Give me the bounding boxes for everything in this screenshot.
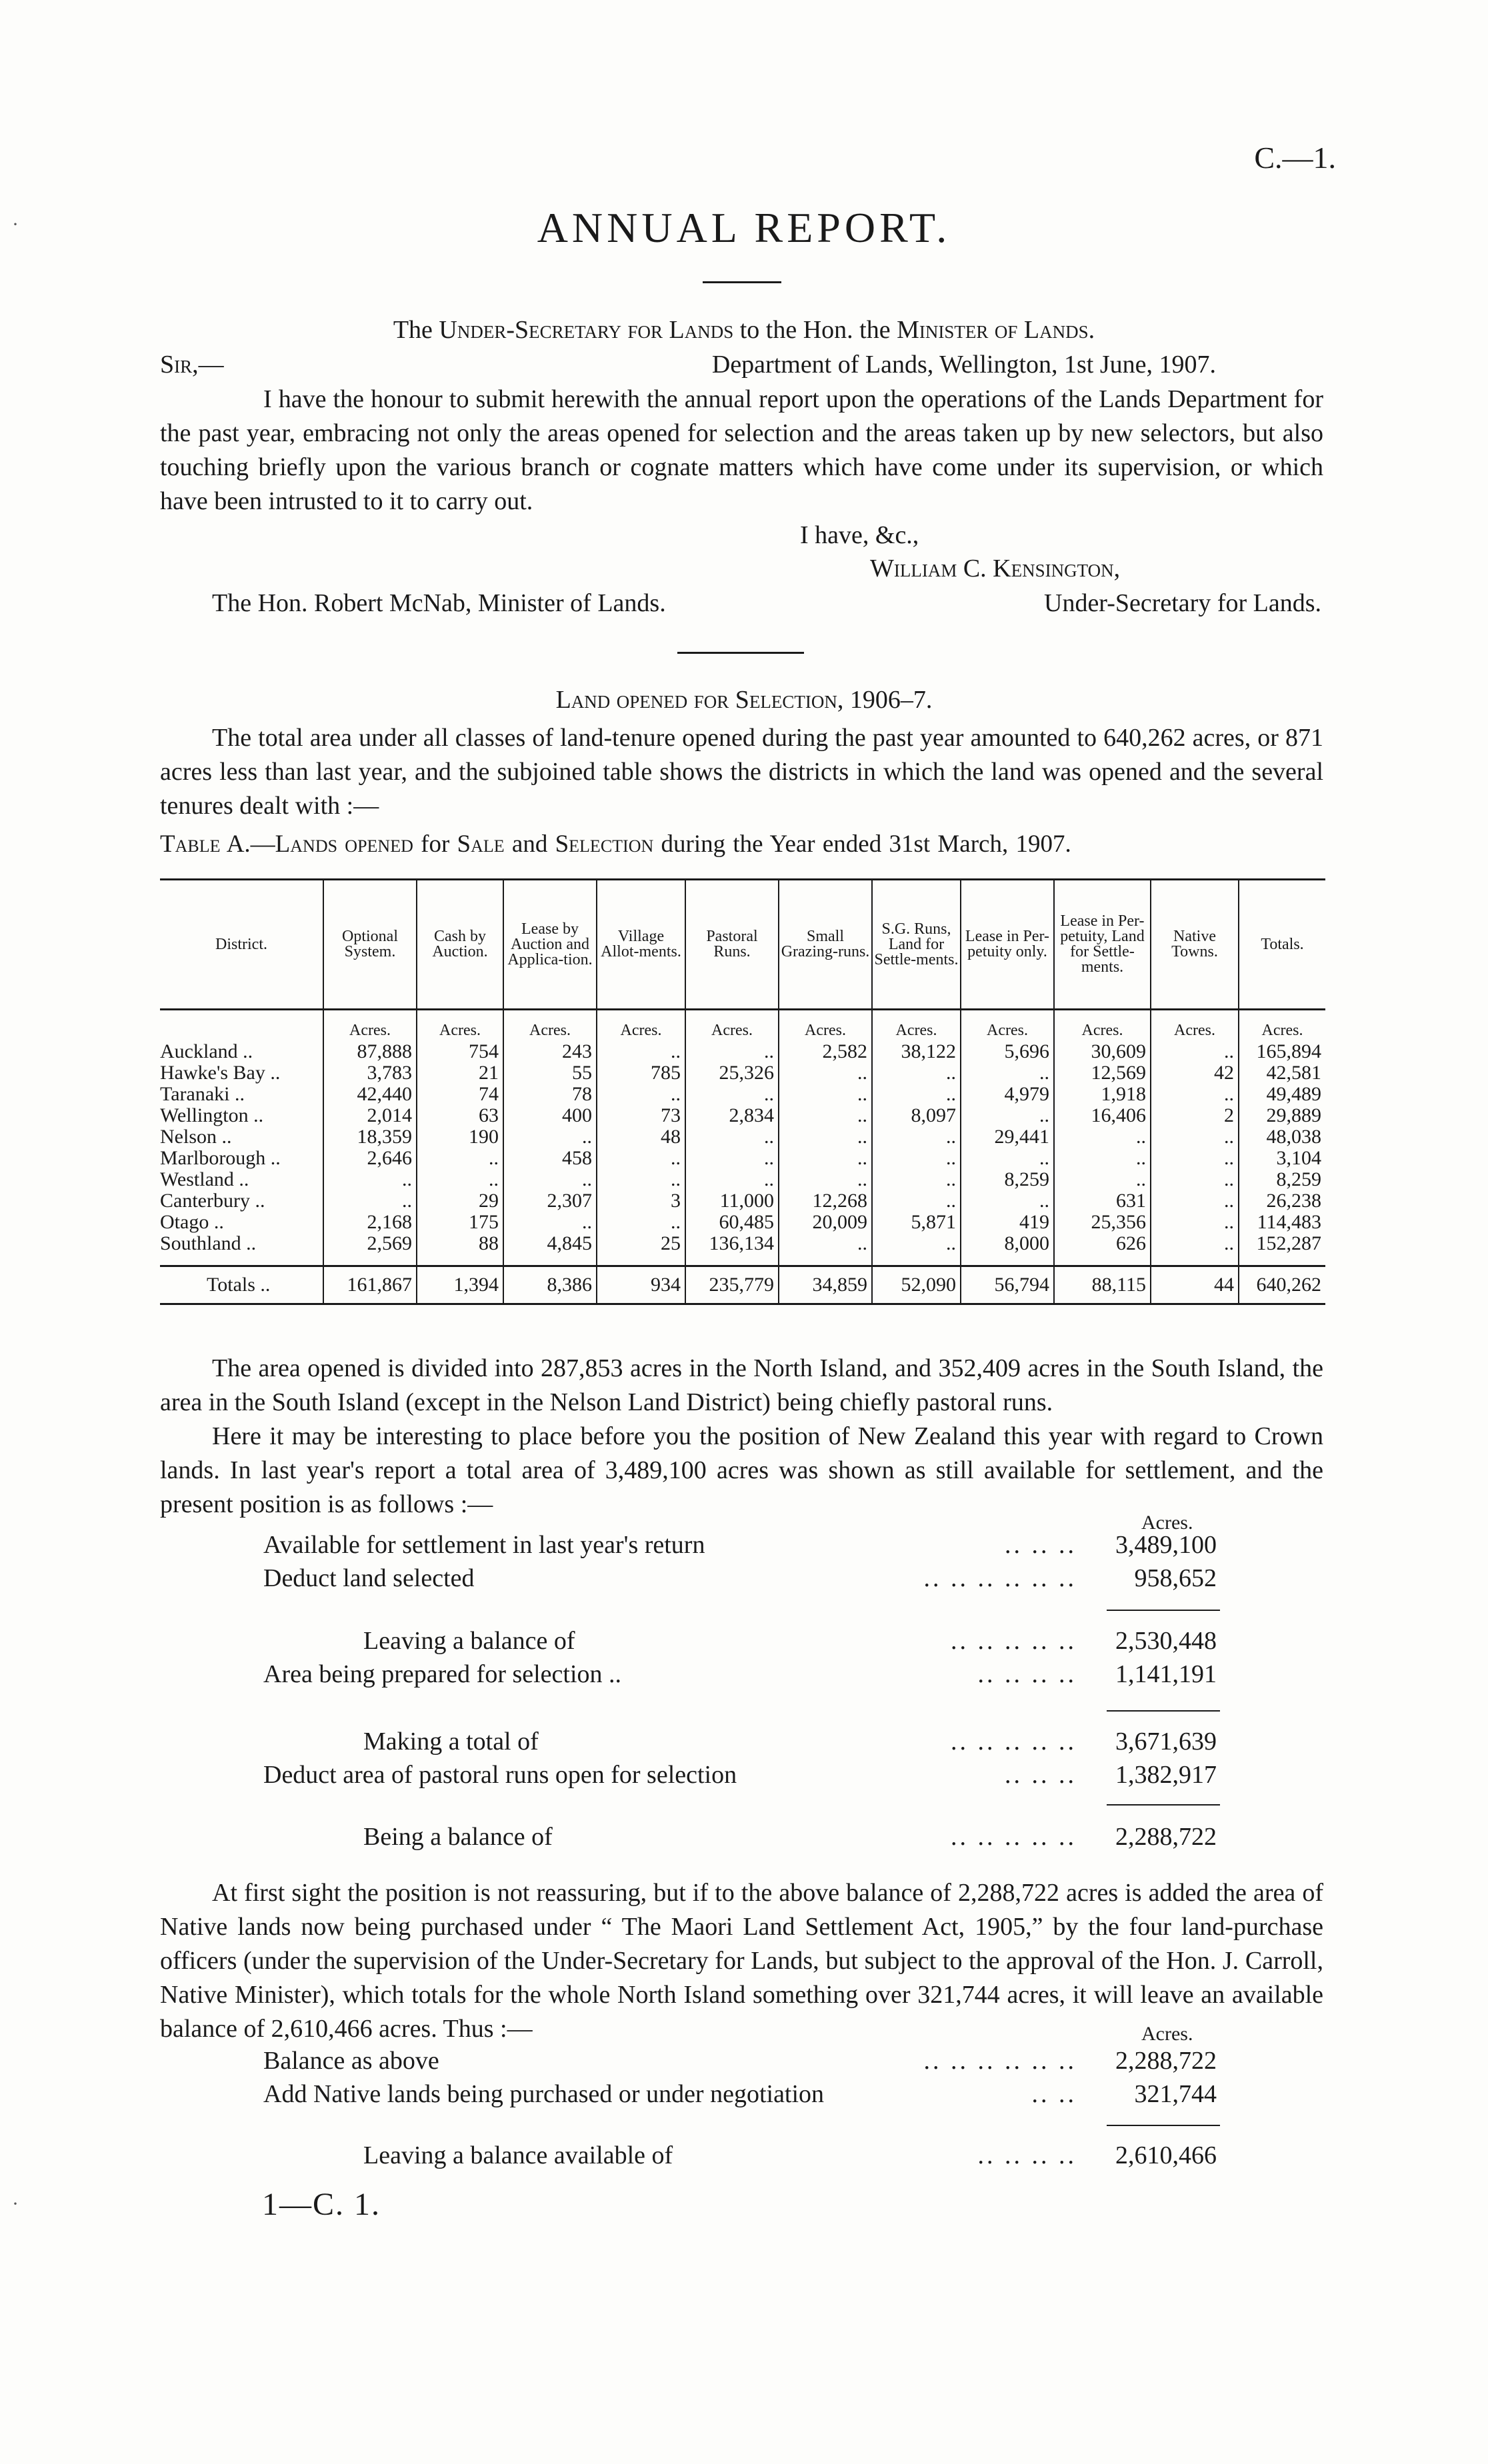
calc-row [263,1725,1217,1758]
calc-label: Available for settlement in last year's return [263,1531,705,1559]
sum-rule [1107,1804,1220,1806]
calc-value: 3,489,100 [1115,1531,1217,1559]
caption-mid-2: and [504,830,555,858]
table-cell: .. [323,1169,417,1190]
calc-value: 2,530,448 [1115,1627,1217,1655]
header-village-allotments: Village Allot-ments. [597,880,685,1010]
table-cell: Acres. [1151,1010,1239,1042]
calc-label: Balance as above [263,2047,439,2075]
table-cell: Acres. [1054,1010,1151,1042]
table-cell: 2,307 [503,1190,597,1212]
table-cell: .. [1151,1212,1239,1233]
table-cell: 48 [597,1126,685,1148]
table-cell: .. [872,1190,961,1212]
table-caption [160,828,1325,861]
table-cell: .. [872,1233,961,1266]
table-cell-label: Westland .. [160,1168,249,1190]
calc-value: 1,382,917 [1115,1761,1217,1789]
table-cell: .. [685,1126,779,1148]
header-small-grazing-runs: Small Grazing-runs. [779,880,872,1010]
sum-rule [1107,2125,1220,2126]
table-cell: 8,097 [872,1105,961,1126]
leader-dots: .. .. .. .. .. .. [923,1564,1077,1592]
salutation: Sir,— [160,351,224,379]
table-cell: 38,122 [872,1041,961,1062]
table-cell: 8,259 [961,1169,1054,1190]
table-cell: .. [417,1148,503,1169]
sum-rule [1107,1710,1220,1712]
table-cell: 785 [597,1062,685,1084]
table-cell: Acres. [417,1010,503,1042]
header-totals: Totals. [1239,880,1325,1010]
address-text-2: to the Hon. the [733,316,897,344]
signatory: William C. Kensington, [870,555,1121,583]
table-header-row [160,880,1325,1010]
table-cell-label: Wellington .. [160,1104,264,1126]
calc-row [263,1528,1217,1562]
table-cell: .. [779,1084,872,1105]
table-row [160,1190,1325,1212]
table-row [160,1148,1325,1169]
header-optional-system: Optional System. [323,880,417,1010]
table-cell: 2,834 [685,1105,779,1126]
table-cell: 754 [417,1041,503,1062]
table-cell: 175 [417,1212,503,1233]
calc-row [263,1820,1217,1853]
table-cell: 34,859 [779,1266,872,1304]
table-cell: .. [961,1062,1054,1084]
table-cell: 419 [961,1212,1054,1233]
table-cell: .. [685,1084,779,1105]
calc-label: Add Native lands being purchased or under negotiation [263,2080,825,2108]
table-totals-row [160,1266,1325,1304]
table-cell: .. [417,1169,503,1190]
table-cell: 88 [417,1233,503,1266]
calc-row [263,1658,1217,1691]
table-cell: 78 [503,1084,597,1105]
calc-label: Leaving a balance of [363,1627,575,1655]
table-cell: .. [961,1148,1054,1169]
table-cell: .. [779,1105,872,1126]
table-cell: .. [872,1062,961,1084]
table-cell: 3 [597,1190,685,1212]
table-cell: .. [597,1148,685,1169]
table-row [160,1233,1325,1266]
table-cell: 42,440 [323,1084,417,1105]
table-cell: .. [1151,1190,1239,1212]
table-cell: 16,406 [1054,1105,1151,1126]
leader-dots: .. .. .. .. [977,2141,1077,2169]
table-cell-label: Marlborough .. [160,1147,281,1169]
table-cell: 25,356 [1054,1212,1151,1233]
caption-sc-3: Selection [555,830,654,858]
calc-value: 321,744 [1134,2080,1217,2108]
page-code: C.—1. [1254,141,1336,175]
table-cell: 73 [597,1105,685,1126]
table-cell: .. [1151,1169,1239,1190]
table-cell: 165,894 [1239,1041,1325,1062]
table-cell: 18,359 [323,1126,417,1148]
table-cell: 1,394 [417,1266,503,1304]
calc-value: 2,610,466 [1115,2141,1217,2169]
table-cell: .. [779,1126,872,1148]
table-cell: Acres. [597,1010,685,1042]
leader-dots: .. .. .. .. .. [951,1627,1077,1655]
table-cell: .. [779,1062,872,1084]
table-cell: .. [685,1148,779,1169]
leader-dots: .. .. .. [1005,1531,1077,1559]
calc-label: Making a total of [363,1728,539,1756]
table-cell: .. [779,1233,872,1266]
table-cell: 631 [1054,1190,1151,1212]
table-cell: 52,090 [872,1266,961,1304]
header-lease-in-perpetuity: Lease in Per-petuity only. [961,880,1054,1010]
calc-row [263,1624,1217,1658]
table-cell-label: Nelson .. [160,1126,232,1148]
signature-mark: 1—C. 1. [262,2187,381,2222]
calc-row [263,2077,1217,2111]
table-cell: 8,259 [1239,1169,1325,1190]
header-cash-by-auction: Cash by Auction. [417,880,503,1010]
table-cell: .. [685,1041,779,1062]
table-cell: .. [1054,1126,1151,1148]
header-pastoral-runs: Pastoral Runs. [685,880,779,1010]
table-cell: Acres. [779,1010,872,1042]
table-row [160,1062,1325,1084]
table-cell: 2,569 [323,1233,417,1266]
table-cell: .. [872,1148,961,1169]
table-cell: Acres. [685,1010,779,1042]
table-cell: .. [597,1212,685,1233]
calc1-unit: Acres. [1141,1512,1193,1534]
table-cell: 56,794 [961,1266,1054,1304]
calc-label: Deduct area of pastoral runs open for selection [263,1761,737,1789]
paragraph-native-lands: At first sight the position is not reassuring, but if to the above balance of 2,288,722 acres is added the area of Native lands now being purchased under “ The Maori Land Settlement Act, 1905,” by the four land-purchase officers (under the supervision of the Under-Secretary for Lands, but subject to the approval of the Hon. J. Carroll, Native Minister), which totals for the whole North Island something over 321,744 acres, it will leave an available balance of 2,610,466 acres. Thus :— [160,1879,1323,2043]
table-cell: 5,871 [872,1212,961,1233]
calc-row [263,2044,1217,2077]
caption-sc-1: —Lands opened [250,830,413,858]
table-cell: 42 [1151,1062,1239,1084]
table-cell: Acres. [872,1010,961,1042]
table-cell: 161,867 [323,1266,417,1304]
address-text-1: The [393,316,439,344]
table-cell: 2 [1151,1105,1239,1126]
table-cell: 190 [417,1126,503,1148]
table-cell: 26,238 [1239,1190,1325,1212]
table-cell: Acres. [961,1010,1054,1042]
table-cell: 3,783 [323,1062,417,1084]
header-sg-runs-settlements: S.G. Runs, Land for Settle-ments. [872,880,961,1010]
address-sc-1: Under-Secretary for Lands [439,316,734,344]
table-row [160,1212,1325,1233]
title-rule [703,281,781,283]
table-cell: 29 [417,1190,503,1212]
header-native-towns: Native Towns. [1151,880,1239,1010]
calc-value: 2,288,722 [1115,1823,1217,1851]
header-district: District. [215,935,267,953]
table-cell: 458 [503,1148,597,1169]
table-cell: 21 [417,1062,503,1084]
addressee: The Hon. Robert McNab, Minister of Lands. [212,589,666,617]
table-cell: 136,134 [685,1233,779,1266]
table-cell: .. [961,1105,1054,1126]
table-cell: .. [1151,1084,1239,1105]
signatory-title: Under-Secretary for Lands. [1044,589,1321,617]
table-cell: 400 [503,1105,597,1126]
table-cell: 5,696 [961,1041,1054,1062]
caption-sc-2: Sale [457,830,505,858]
table-cell: .. [1054,1148,1151,1169]
table-cell: Acres. [503,1010,597,1042]
report-title: ANNUAL REPORT. [537,204,951,251]
table-cell-label: Totals .. [160,1266,323,1304]
table-cell: 4,979 [961,1084,1054,1105]
calc-row [263,1562,1217,1595]
calc-label: Being a balance of [363,1823,553,1851]
leader-dots: .. .. .. .. .. [951,1823,1077,1851]
table-cell: 25 [597,1233,685,1266]
table-cell-label: Hawke's Bay .. [160,1062,281,1084]
caption-mid-1: for [413,830,457,858]
table-cell-label: Auckland .. [160,1040,253,1062]
table-row [160,1041,1325,1062]
table-cell: .. [872,1169,961,1190]
leader-dots: .. .. [1031,2080,1077,2108]
table-cell: 2,014 [323,1105,417,1126]
calc-label: Leaving a balance available of [363,2141,673,2169]
table-cell: 3,104 [1239,1148,1325,1169]
table-cell: 74 [417,1084,503,1105]
margin-mark: · [12,2193,19,2215]
table-cell: 30,609 [1054,1041,1151,1062]
calc-label: Deduct land selected [263,1564,475,1592]
calc2-unit: Acres. [1141,2023,1193,2045]
section-heading: Land opened for Selection, 1906–7. [555,686,933,714]
table-cell: 49,489 [1239,1084,1325,1105]
table-cell: .. [779,1169,872,1190]
table-cell: 2,168 [323,1212,417,1233]
paragraph-crown-lands: Here it may be interesting to place before you the position of New Zealand this year with regard to Crown lands. In last year's report a total area of 3,489,100 acres was shown as still available for settlement, and the present position is as follows :— [160,1422,1323,1518]
table-row [160,1105,1325,1126]
table-cell-label: Otago .. [160,1211,224,1233]
calc-value: 958,652 [1134,1564,1217,1592]
table-cell: .. [597,1041,685,1062]
table-cell: 25,326 [685,1062,779,1084]
margin-mark: · [12,213,19,235]
table-cell: .. [597,1169,685,1190]
table-cell: 12,569 [1054,1062,1151,1084]
table-row [160,1084,1325,1105]
table-cell: .. [961,1190,1054,1212]
header-lip-settlements: Lease in Per-petuity, Land for Settle-ments. [1054,880,1151,1010]
table-cell-label [160,1010,323,1042]
table-cell: 8,000 [961,1233,1054,1266]
table-cell: Acres. [323,1010,417,1042]
table-cell: .. [872,1126,961,1148]
table-cell: .. [872,1084,961,1105]
table-cell: 42,581 [1239,1062,1325,1084]
section-rule [677,652,804,654]
address-line [0,313,1488,347]
table-units-row [160,1010,1325,1042]
leader-dots: .. .. .. .. [977,1660,1077,1688]
leader-dots: .. .. .. .. .. [951,1728,1077,1756]
caption-lead: Table A. [160,830,251,858]
letter-body: I have the honour to submit herewith the annual report upon the operations of the Lands Department for the past year, embracing not only the areas opened for selection and the areas taken up by new selectors, but also touching briefly upon the various branch or cognate matters which have come under its supervision, or which have been intrusted to it to carry out. [160,385,1323,515]
table-cell: 29,441 [961,1126,1054,1148]
table-cell-label: Southland .. [160,1232,257,1254]
calc-value: 1,141,191 [1115,1660,1217,1688]
paragraph-islands: The area opened is divided into 287,853 acres in the North Island, and 352,409 acres in the South Island, the area in the South Island (except in the Nelson Land District) being chiefly pastoral runs. [160,1354,1323,1416]
calc-value: 2,288,722 [1115,2047,1217,2075]
table-cell: .. [1151,1148,1239,1169]
table-cell: 4,845 [503,1233,597,1266]
table-cell: Acres. [1239,1010,1325,1042]
table-cell-label: Taranaki .. [160,1083,245,1105]
table-cell: 152,287 [1239,1233,1325,1266]
caption-tail: during the Year ended 31st March, 1907. [653,830,1071,858]
table-cell: .. [1151,1041,1239,1062]
table-cell: 1,918 [1054,1084,1151,1105]
header-lease-by-auction: Lease by Auction and Applica-tion. [503,880,597,1010]
table-cell: .. [1151,1233,1239,1266]
table-cell: .. [779,1148,872,1169]
table-cell: 640,262 [1239,1266,1325,1304]
table-cell: 88,115 [1054,1266,1151,1304]
section-intro: The total area under all classes of land-tenure opened during the past year amounted to 640,262 acres, or 871 acres less than last year, and the subjoined table shows the districts in which the land was opened and the several tenures dealt with :— [160,724,1323,820]
table-cell: .. [503,1126,597,1148]
table-cell: .. [503,1212,597,1233]
table-cell: 48,038 [1239,1126,1325,1148]
table-cell: 11,000 [685,1190,779,1212]
table-cell: 243 [503,1041,597,1062]
table-cell: .. [323,1190,417,1212]
sum-rule [1107,1610,1220,1611]
table-cell: 29,889 [1239,1105,1325,1126]
table-cell: 63 [417,1105,503,1126]
table-cell: 12,268 [779,1190,872,1212]
leader-dots: .. .. .. .. .. .. [923,2047,1077,2075]
calc-row [263,1758,1217,1792]
calc-label: Area being prepared for selection .. [263,1660,622,1688]
table-cell: .. [1054,1169,1151,1190]
lands-opened-table [160,878,1325,1305]
table-cell: 8,386 [503,1266,597,1304]
table-row [160,1126,1325,1148]
table-cell: .. [597,1084,685,1105]
table-cell: .. [685,1169,779,1190]
table-cell-label: Canterbury .. [160,1190,265,1212]
table-cell: 20,009 [779,1212,872,1233]
table-cell: 87,888 [323,1041,417,1062]
table-cell: 934 [597,1266,685,1304]
table-cell: 235,779 [685,1266,779,1304]
table-cell: 55 [503,1062,597,1084]
table-cell: 44 [1151,1266,1239,1304]
table-cell: 2,582 [779,1041,872,1062]
table-cell: 114,483 [1239,1212,1325,1233]
table-cell: .. [503,1169,597,1190]
leader-dots: .. .. .. [1005,1761,1077,1789]
calc-value: 3,671,639 [1115,1728,1217,1756]
letter-closing: I have, &c., [800,521,919,549]
address-sc-2: Minister of Lands. [897,316,1095,344]
table-cell: 60,485 [685,1212,779,1233]
table-cell: 626 [1054,1233,1151,1266]
table-cell: 2,646 [323,1148,417,1169]
table-cell: .. [1151,1126,1239,1148]
dateline: Department of Lands, Wellington, 1st June, 1907. [711,351,1216,379]
table-row [160,1169,1325,1190]
calc-row [263,2139,1217,2172]
